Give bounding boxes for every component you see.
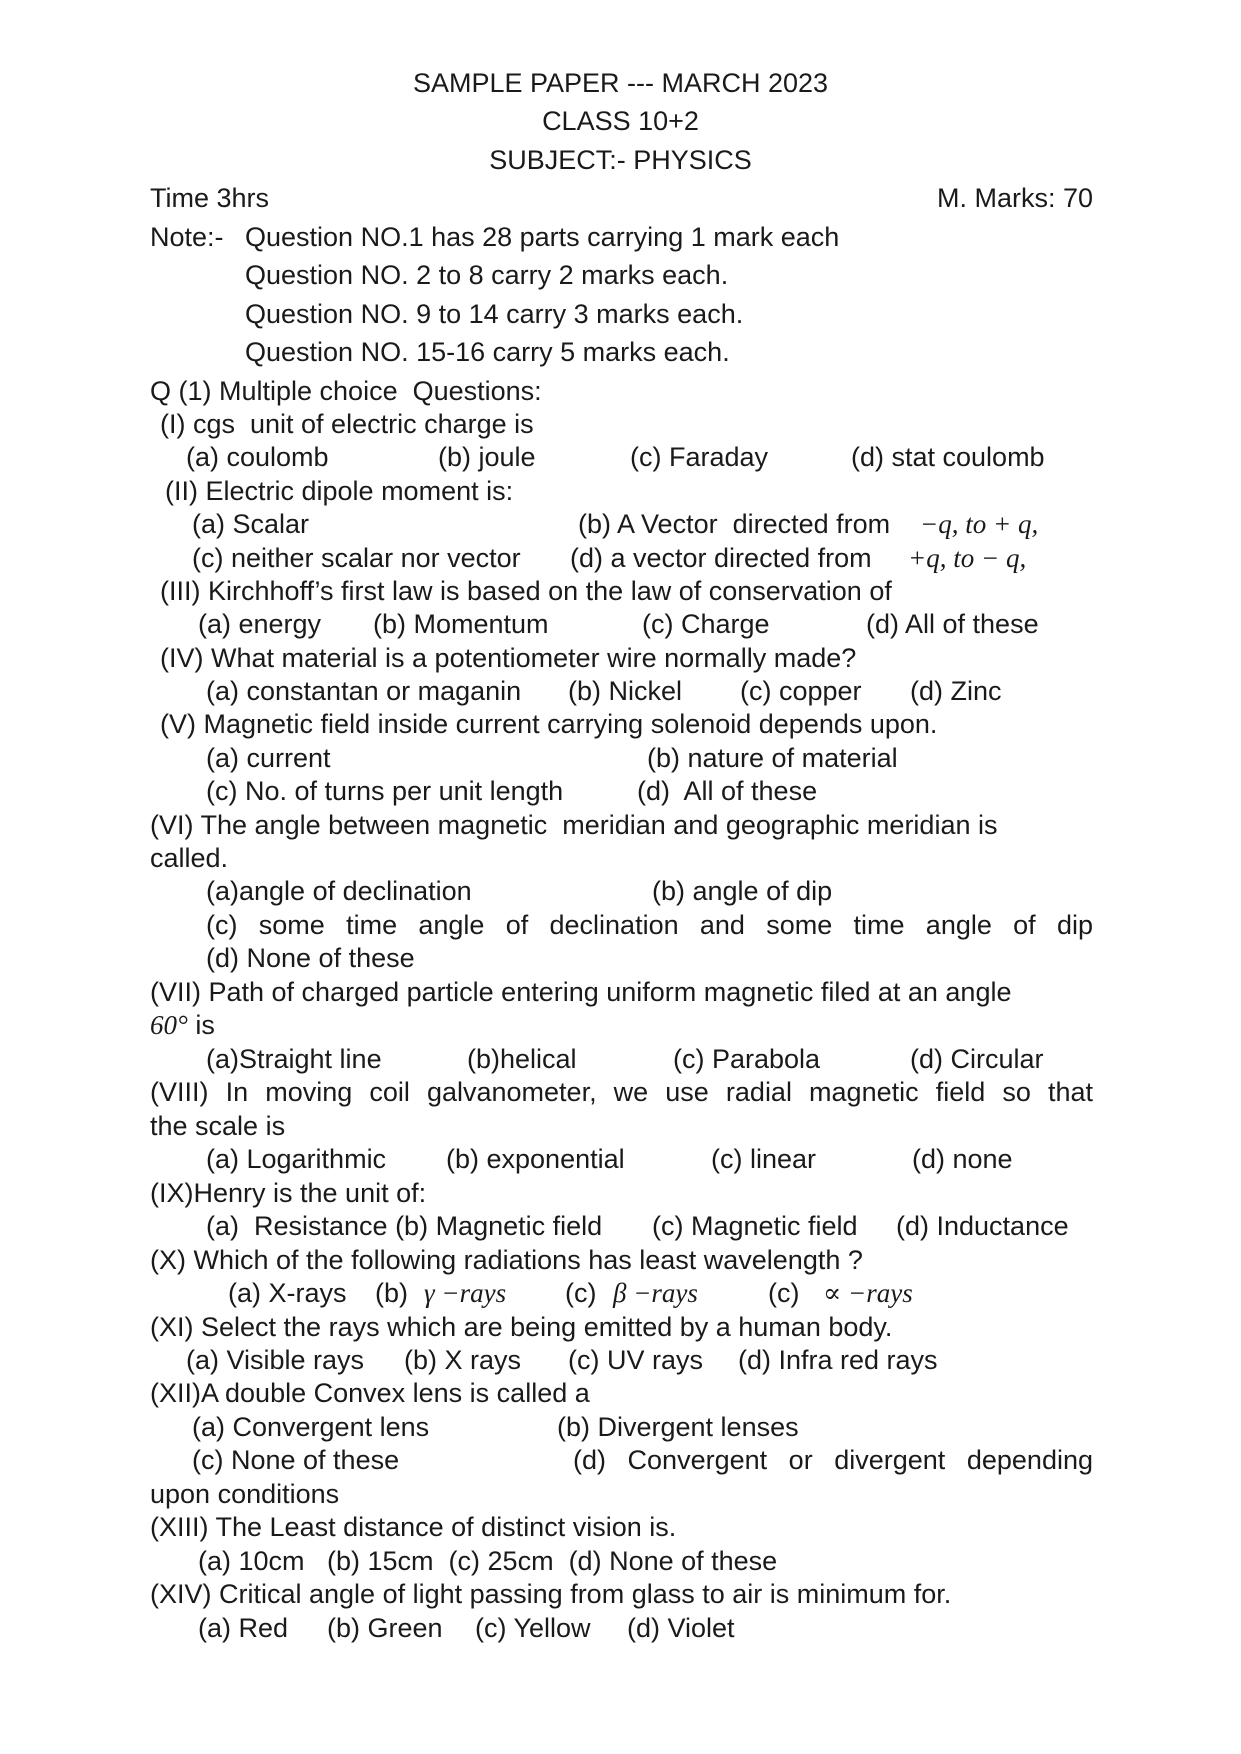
option: (a) X-rays: [228, 1278, 347, 1308]
question-text-cont: [150, 1008, 215, 1042]
option: (b) A Vector directed from: [578, 509, 891, 539]
subject-line: SUBJECT:- PHYSICS: [489, 145, 752, 175]
question-text: (I) cgs unit of electric charge is: [160, 409, 534, 439]
option: (b) angle of dip: [652, 876, 833, 906]
question-text: (XII)A double Convex lens is called a: [150, 1378, 590, 1408]
option: (a) coulomb: [186, 442, 329, 472]
question-text: (VII) Path of charged particle entering uniform magnetic filed at an angle: [150, 977, 1012, 1007]
option: (c): [565, 1278, 597, 1308]
question-text: (IV) What material is a potentiometer wire normally made?: [160, 643, 857, 673]
option-cont: upon conditions: [150, 1479, 340, 1509]
option: (d) stat coulomb: [851, 442, 1045, 472]
section-title: Q (1) Multiple choice Questions:: [150, 376, 542, 406]
option: (c) UV rays: [568, 1345, 703, 1375]
option: (b) nature of material: [647, 743, 898, 773]
option: (d) a vector directed from: [570, 543, 872, 573]
option-math: −q, to + q,: [920, 509, 1039, 539]
paper-title: SAMPLE PAPER --- MARCH 2023: [412, 68, 829, 98]
option: (c) Magnetic field: [652, 1211, 858, 1241]
option-math: +q, to − q,: [908, 543, 1027, 573]
option: (c) Yellow: [475, 1613, 591, 1643]
question-text: (XI) Select the rays which are being emitted by a human body.: [150, 1312, 893, 1342]
question-text-cont: the scale is: [150, 1111, 286, 1141]
option: (a) Logarithmic: [206, 1144, 387, 1174]
option: (b) Momentum: [373, 609, 549, 639]
marks-label: M. Marks: 70: [936, 183, 1093, 213]
option: (b) Nickel: [568, 676, 683, 706]
option: (a) Scalar: [192, 509, 310, 539]
option: (c) Parabola: [673, 1044, 821, 1074]
option: (d) Circular: [910, 1044, 1044, 1074]
option: (d) All of these: [866, 609, 1039, 639]
option: (d) None of these: [206, 943, 415, 973]
question-text-tail: is: [187, 1010, 215, 1040]
option: (a) current: [206, 743, 331, 773]
question-text: (V) Magnetic field inside current carrying solenoid depends upon.: [160, 709, 938, 739]
question-text: (XIII) The Least distance of distinct vision is.: [150, 1512, 677, 1542]
option: (d) Inductance: [896, 1211, 1069, 1241]
option: (a) Visible rays: [186, 1345, 365, 1375]
option: (c) copper: [740, 676, 862, 706]
option: (c) linear: [711, 1144, 817, 1174]
option-math: ∝ −rays: [823, 1278, 913, 1308]
question-text-cont: called.: [150, 843, 229, 873]
note-line: Question NO.1 has 28 parts carrying 1 mark each: [245, 222, 840, 252]
option: (a)Straight line: [206, 1044, 382, 1074]
question-text: (VIII) In moving coil galvanometer, we use radial magnetic field so that: [150, 1077, 1093, 1107]
option: (a) Resistance (b) Magnetic field: [206, 1211, 603, 1241]
option-math: γ −rays: [424, 1278, 507, 1308]
question-text: (III) Kirchhoff’s first law is based on the law of conservation of: [160, 576, 892, 606]
option: (a) constantan or maganin: [206, 676, 522, 706]
question-text: (IX)Henry is the unit of:: [150, 1178, 427, 1208]
angle-math: 60°: [150, 1010, 188, 1040]
option: (c) Faraday: [630, 442, 769, 472]
option: (d) Zinc: [910, 676, 1002, 706]
option: (b) joule: [438, 442, 536, 472]
option: (b) Divergent lenses: [557, 1412, 799, 1442]
option: (b) Green: [327, 1613, 443, 1643]
note-prefix: Note:-: [150, 222, 224, 252]
option: (c) No. of turns per unit length: [206, 776, 564, 806]
option: (b) X rays: [404, 1345, 522, 1375]
question-text: (VI) The angle between magnetic meridian and geographic meridian is: [150, 810, 998, 840]
option: (c) some time angle of declination and some time angle of dip: [206, 910, 1093, 940]
option: (a) energy: [198, 609, 322, 639]
option: (d) Convergent or divergent depending: [573, 1445, 1093, 1475]
option: (d) Infra red rays: [738, 1345, 938, 1375]
option: (d) All of these: [637, 776, 818, 806]
option: (d) Violet: [627, 1613, 735, 1643]
option: (c) neither scalar nor vector: [192, 543, 521, 573]
class-line: CLASS 10+2: [542, 106, 699, 136]
note-line: Question NO. 2 to 8 carry 2 marks each.: [245, 260, 729, 290]
option: (c) Charge: [642, 609, 770, 639]
option: (d) none: [912, 1144, 1013, 1174]
question-text: (XIV) Critical angle of light passing from glass to air is minimum for.: [150, 1579, 952, 1609]
option: (c) None of these: [192, 1445, 400, 1475]
option: (a)angle of declination: [206, 876, 472, 906]
option: (b): [375, 1278, 408, 1308]
note-line: Question NO. 15-16 carry 5 marks each.: [245, 337, 730, 367]
option: (a) 10cm (b) 15cm (c) 25cm (d) None of these: [198, 1546, 778, 1576]
option: (a) Convergent lens: [192, 1412, 430, 1442]
option: (a) Red: [198, 1613, 289, 1643]
option-math: β −rays: [613, 1278, 698, 1308]
time-label: Time 3hrs: [150, 183, 270, 213]
question-text: (X) Which of the following radiations has least wavelength ?: [150, 1245, 863, 1275]
option: (b) exponential: [446, 1144, 625, 1174]
question-text: (II) Electric dipole moment is:: [165, 476, 514, 506]
option: (b)helical: [467, 1044, 577, 1074]
option: (c): [768, 1278, 800, 1308]
note-line: Question NO. 9 to 14 carry 3 marks each.: [245, 299, 744, 329]
